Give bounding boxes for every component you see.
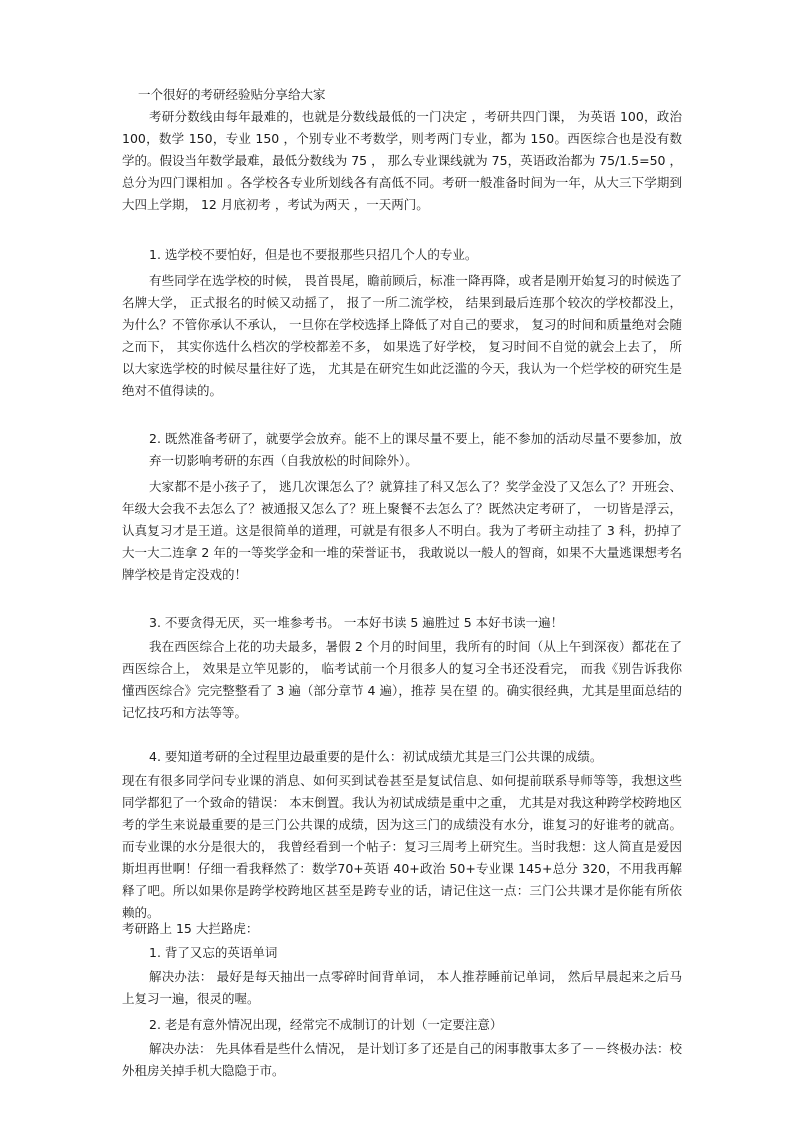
intro-paragraph: 考研分数线由每年最难的，也就是分数线最低的一门决定 ，考研共四门课， 为英语 100，政治 100，数学 150，专业 150 ，个别专业不考数学，则考两门专业，都为 150。西医综合也是没有数学的。假设当年数学最难，最低分数线为 75 ， 那么专业课线就为 75，英语政治都为 75/1.5=50 ，总分为四门课相加 。各学校各专业所划线各有高低不同。考研一般准备时间为一年，从大三下学期到大四上学期， 12 月底初考 ，考试为两天 ，一天两门。 [122, 109, 682, 212]
roadblock-item1-title: 1. 背了又忘的英语单词 [149, 945, 278, 960]
roadblocks-heading: 考研路上 15 大拦路虎： [122, 921, 259, 936]
roadblock-item1-body: 解决办法： 最好是每天抽出一点零碎时间背单词， 本人推荐睡前记单词， 然后早晨起来之后马上复习一遍，很灵的喔。 [122, 969, 682, 1006]
section2-heading: 2. 既然准备考研了，就要学会放弃。能不上的课尽量不要上，能不参加的活动尽量不要参加，放弃一切影响考研的东西（自我放松的时间除外）。 [149, 431, 682, 468]
roadblock-item2-title: 2. 老是有意外情况出现，经常完不成制订的计划（一定要注意） [149, 1017, 503, 1032]
section1-body: 有些同学在选学校的时候， 畏首畏尾，瞻前顾后，标准一降再降，或者是刚开始复习的时候选了名牌大学， 正式报名的时候又动摇了， 报了一所二流学校， 结果到最后连那个较次的学校都没上， 为什么？不管你承认不承认， 一旦你在学校选择上降低了对自己的要求， 复习的时间和质量绝对会随之而下， 其实你选什么档次的学校都差不多， 如果选了好学校， 复习时间不自觉的就会上去了， 所以大家选学校的时候尽量往好了选， 尤其是在研究生如此泛滥的今天，我认为一个烂学校的研究生是绝对不值得读的。 [122, 273, 682, 398]
document-title: 一个很好的考研经验贴分享给大家 [138, 87, 326, 102]
section1-heading: 1. 选学校不要怕好，但是也不要报那些只招几个人的专业。 [149, 247, 478, 262]
section3-heading: 3. 不要贪得无厌，买一堆参考书。 一本好书读 5 遍胜过 5 本好书读一遍！ [149, 615, 564, 630]
section4-body: 现在有很多同学问专业课的消息、如何买到试卷甚至是复试信息、如何提前联系导师等等，我想这些同学都犯了一个致命的错误： 本末倒置。我认为初试成绩是重中之重， 尤其是对我这种跨学校跨地区考的学生来说最重要的是三门公共课的成绩，因为这三门的成绩没有水分，谁复习的好谁考的就高。而专业课的水分是很大的， 我曾经看到一个帖子：复习三周考上研究生。当时我想：这人简直是爱因斯坦再世啊！仔细一看我释然了：数学70+英语 40+政治 50+专业课 145+总分 320，不用我再解释了吧。所以如果你是跨学校跨地区甚至是跨专业的话，请记住这一点：三门公共课才是你能有所依赖的。 [122, 773, 682, 920]
section3-body: 我在西医综合上花的功夫最多，暑假 2 个月的时间里，我所有的时间（从上午到深夜）都花在了西医综合上， 效果是立竿见影的， 临考试前一个月很多人的复习全书还没看完， 而我《别告诉我你懂西医综合》完完整整看了 3 遍（部分章节 4 遍），推荐 吴在望 的。确实很经典，尤其是里面总结的记忆技巧和方法等等。 [122, 639, 682, 720]
section2-body: 大家都不是小孩子了， 逃几次课怎么了？就算挂了科又怎么了？奖学金没了又怎么了？开班会、年级大会我不去怎么了？被通报又怎么了？班上聚餐不去怎么了？既然决定考研了， 一切皆是浮云，认真复习才是王道。这是很简单的道理，可就是有很多人不明白。我为了考研主动挂了 3 科，扔掉了大一大二连拿 2 年的一等奖学金和一堆的荣誉证书， 我敢说以一般人的智商，如果不大量逃课想考名牌学校是肯定没戏的！ [122, 479, 682, 582]
section4-heading: 4. 要知道考研的全过程里边最重要的是什么：初试成绩尤其是三门公共课的成绩。 [149, 749, 603, 764]
roadblock-item2-body: 解决办法： 先具体看是些什么情况， 是计划订多了还是自己的闲事散事太多了－－终极办法：校外租房关掉手机大隐隐于市。 [122, 1041, 682, 1078]
